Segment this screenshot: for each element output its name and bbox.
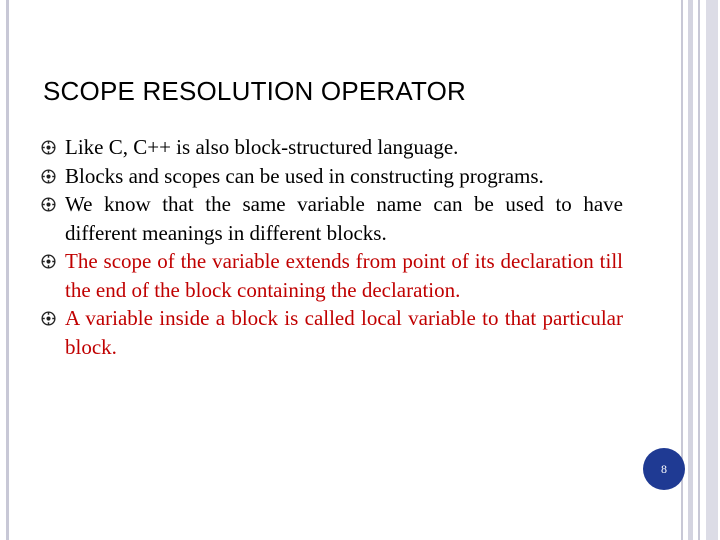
bullet-item [40,133,623,162]
bullet-item [40,247,623,304]
right-border-rule [698,0,700,540]
page-number-badge [643,448,685,490]
gear-icon [41,197,56,212]
bullet-item [40,304,623,361]
bullet-text: Blocks and scopes can be used in constructing programs. [65,163,544,188]
right-border-rule [688,0,693,540]
gear-icon [41,254,56,269]
page-number: 8 [661,461,667,476]
bullet-item [40,190,623,247]
bullet-text: A variable inside a block is called local variable to that particular block. [65,306,623,359]
gear-icon [41,169,56,184]
left-border-rule [6,0,9,540]
bullet-list [40,133,623,361]
gear-icon [41,311,56,326]
slide-title: SCOPE RESOLUTION OPERATOR [43,76,467,106]
bullet-text: We know that the same variable name can be used to have different meanings in different blocks. [65,192,623,245]
bullet-text: Like C, C++ is also block-structured language. [65,135,459,159]
gear-icon [41,140,56,155]
bullet-text: The scope of the variable extends from point of its declaration till the end of the block containing the declaration. [65,249,623,302]
bullet-item [40,162,623,191]
right-border-rule [706,0,718,540]
